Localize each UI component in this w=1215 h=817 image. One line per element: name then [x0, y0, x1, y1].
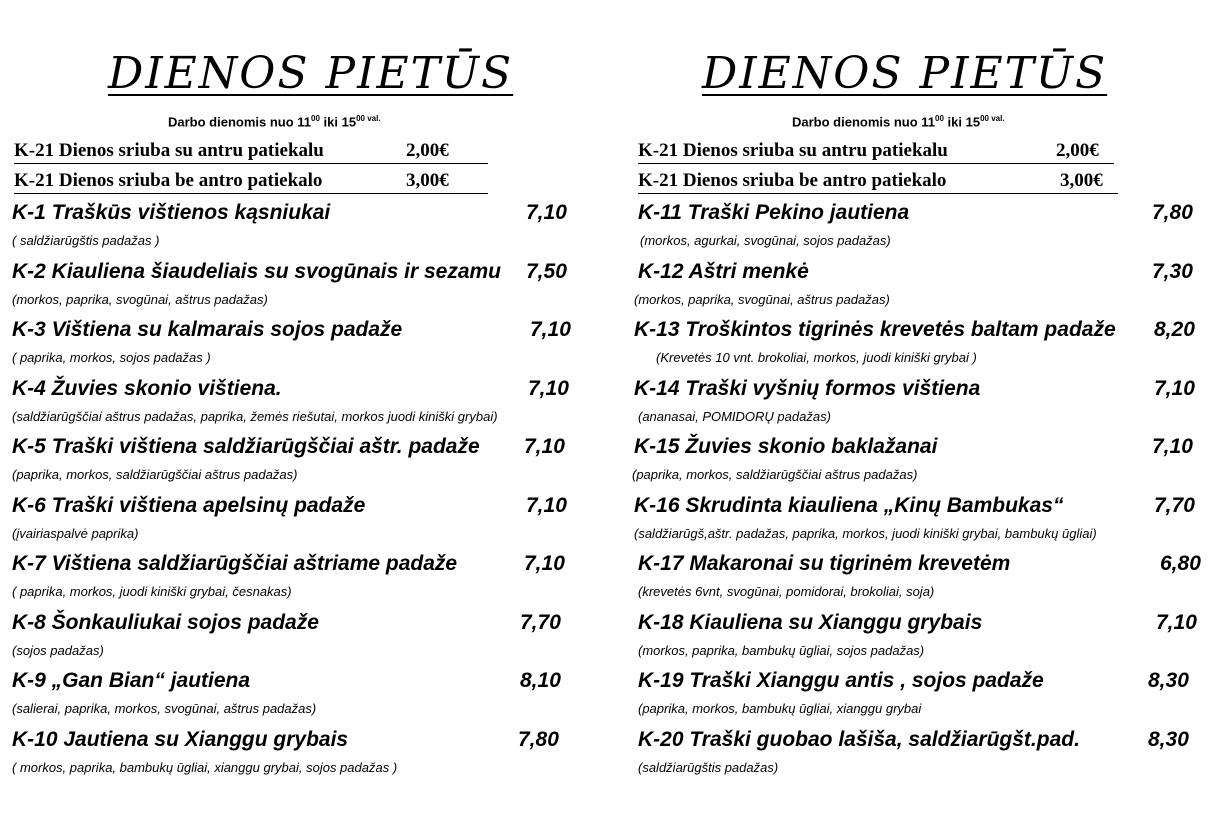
menu-item	[10, 550, 602, 609]
menu-item	[10, 492, 602, 551]
dish-name: K-12 Aštri menkė	[638, 259, 809, 283]
dish-price: 7,80	[1152, 201, 1193, 224]
menu-item	[10, 199, 602, 258]
dish-price: 7,10	[526, 201, 567, 224]
hours-from-minutes: 00	[935, 114, 944, 123]
dish-price: 7,70	[520, 610, 561, 634]
dish-price: 7,10	[1156, 610, 1197, 634]
menu-item	[10, 667, 602, 726]
hours-from-minutes: 00	[311, 114, 320, 123]
soup-name: K-21 Dienos sriuba be antro patiekalo	[638, 170, 947, 191]
hours-text-middle: iki 15	[943, 114, 981, 130]
dish-description: ( morkos, paprika, bambukų ūgliai, xianggu grybai, sojos padažas )	[12, 759, 398, 775]
dish-description: ( paprika, morkos, juodi kiniški grybai, česnakas)	[12, 584, 292, 599]
dish-price: 8,30	[1148, 669, 1189, 692]
menu-item	[630, 258, 1210, 317]
menu-items	[10, 199, 602, 784]
opening-hours	[168, 114, 381, 129]
soup-name: K-21 Dienos sriuba su antru patiekalu	[14, 140, 324, 161]
menu-column-left	[10, 0, 602, 817]
dish-description: ( saldžiarūgštis padažas )	[12, 233, 160, 248]
dish-description: (saldžiarūgštis padažas)	[638, 759, 779, 775]
dish-name: K-15 Žuvies skonio baklažanai	[634, 435, 938, 458]
hours-text-middle: iki 15	[319, 114, 357, 130]
menu-item	[630, 550, 1210, 609]
dish-price: 6,80	[1160, 552, 1201, 575]
dish-name: K-19 Traški Xianggu antis , sojos padaže	[638, 669, 1044, 692]
menu-title: DIENOS PIETŪS	[108, 48, 514, 99]
menu-title: DIENOS PIETŪS	[702, 48, 1108, 99]
menu-item	[630, 433, 1210, 492]
dish-description: (paprika, morkos, saldžiarūgščiai aštrus padažas)	[12, 467, 298, 482]
dish-name: K-4 Žuvies skonio vištiena.	[12, 376, 282, 400]
menu-item	[630, 199, 1210, 258]
dish-name: K-5 Traški vištiena saldžiarūgščiai aštr. padaže	[12, 435, 480, 458]
hours-text: Darbo dienomis nuo 11	[168, 114, 312, 130]
dish-price: 7,10	[1152, 435, 1193, 458]
dish-name: K-10 Jautiena su Xianggu grybais	[12, 727, 349, 751]
dish-description: (saldžiarūgš,aštr. padažas, paprika, morkos, juodi kiniški grybai, bambukų ūgliai)	[634, 525, 1097, 541]
dish-description: (morkos, paprika, svogūnai, aštrus padažas)	[634, 291, 890, 307]
dish-name: K-17 Makaronai su tigrinėm krevetėm	[638, 552, 1011, 575]
dish-price: 7,10	[1154, 376, 1195, 400]
soup-offer	[638, 170, 1118, 194]
dish-description: (saldžiarūgščiai aštrus padažas, paprika, žemės riešutai, morkos juodi kiniški grybai)	[12, 408, 498, 424]
dish-description: (ananasai, POMIDORŲ padažas)	[638, 408, 831, 424]
dish-price: 7,70	[1154, 493, 1195, 517]
dish-price: 7,10	[524, 552, 565, 575]
soup-price: 3,00€	[1060, 170, 1103, 191]
opening-hours	[792, 114, 1005, 129]
dish-price: 7,10	[524, 435, 565, 458]
menu-items	[630, 199, 1210, 784]
dish-name: K-9 „Gan Bian“ jautiena	[12, 669, 251, 692]
dish-name: K-6 Traški vištiena apelsinų padaže	[12, 493, 366, 517]
dish-description: (paprika, morkos, bambukų ūgliai, xianggu grybai	[638, 701, 922, 716]
menu-column-right	[630, 0, 1210, 817]
dish-name: K-8 Šonkauliukai sojos padaže	[12, 610, 319, 634]
dish-description: (morkos, agurkai, svogūnai, sojos padažas)	[640, 233, 891, 248]
dish-name: K-13 Troškintos tigrinės krevetės baltam padaže	[634, 318, 1116, 341]
menu-item	[10, 258, 602, 317]
hours-to-minutes: 00 val.	[356, 114, 381, 123]
menu-item	[630, 316, 1210, 375]
dish-name: K-2 Kiauliena šiaudeliais su svogūnais ir sezamu	[12, 259, 502, 283]
dish-name: K-20 Traški guobao lašiša, saldžiarūgšt.pad.	[638, 727, 1080, 751]
dish-description: (krevetės 6vnt, svogūnai, pomidorai, brokoliai, soja)	[638, 584, 935, 599]
menu-item	[10, 375, 602, 434]
dish-description: (morkos, paprika, bambukų ūgliai, sojos padažas)	[638, 642, 925, 658]
dish-name: K-1 Traškūs vištienos kąsniukai	[12, 201, 331, 224]
soup-name: K-21 Dienos sriuba su antru patiekalu	[638, 140, 948, 161]
dish-price: 7,10	[528, 376, 569, 400]
soup-price: 2,00€	[406, 140, 449, 161]
dish-description: (Krevetės 10 vnt. brokoliai, morkos, juodi kiniški grybai )	[656, 350, 977, 365]
soup-price: 2,00€	[1056, 140, 1099, 161]
dish-price: 7,10	[526, 493, 567, 517]
dish-description: (salierai, paprika, morkos, svogūnai, aštrus padažas)	[12, 701, 317, 716]
dish-price: 7,30	[1152, 259, 1193, 283]
menu-item	[630, 492, 1210, 551]
menu-item	[10, 316, 602, 375]
dish-price: 8,10	[520, 669, 561, 692]
menu-item	[630, 726, 1210, 785]
soup-offer	[14, 140, 488, 164]
dish-name: K-11 Traški Pekino jautiena	[638, 201, 910, 224]
hours-text: Darbo dienomis nuo 11	[792, 114, 936, 130]
dish-description: (paprika, morkos, saldžiarūgščiai aštrus padažas)	[632, 467, 918, 482]
soup-offer	[14, 170, 488, 194]
dish-name: K-7 Vištiena saldžiarūgščiai aštriame padaže	[12, 552, 458, 575]
dish-name: K-3 Vištiena su kalmarais sojos padaže	[12, 318, 403, 341]
menu-item	[630, 609, 1210, 668]
soup-offer	[638, 140, 1114, 164]
soup-price: 3,00€	[406, 170, 449, 191]
menu-item	[10, 609, 602, 668]
dish-description: ( paprika, morkos, sojos padažas )	[12, 350, 211, 365]
menu-item	[10, 726, 602, 785]
menu-item	[10, 433, 602, 492]
dish-description: (morkos, paprika, svogūnai, aštrus padažas)	[12, 291, 268, 307]
dish-price: 7,80	[518, 727, 559, 751]
hours-to-minutes: 00 val.	[980, 114, 1005, 123]
dish-name: K-16 Skrudinta kiauliena „Kinų Bambukas“	[634, 493, 1064, 517]
dish-name: K-18 Kiauliena su Xianggu grybais	[638, 610, 983, 634]
dish-description: (įvairiaspalvė paprika)	[12, 525, 139, 541]
dish-price: 7,50	[526, 259, 567, 283]
dish-name: K-14 Traški vyšnių formos vištiena	[634, 376, 981, 400]
dish-price: 8,30	[1148, 727, 1189, 751]
menu-item	[630, 667, 1210, 726]
dish-price: 7,10	[530, 318, 571, 341]
dish-price: 8,20	[1154, 318, 1195, 341]
dish-description: (sojos padažas)	[12, 642, 104, 658]
soup-name: K-21 Dienos sriuba be antro patiekalo	[14, 170, 323, 191]
menu-item	[630, 375, 1210, 434]
